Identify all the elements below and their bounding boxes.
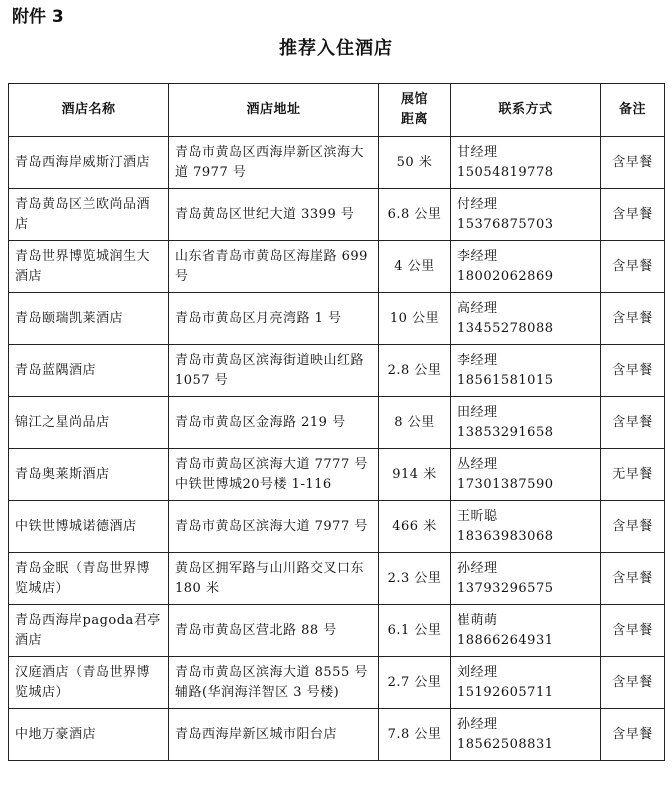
hotel-distance-cell: 6.1 公里 [379, 605, 451, 657]
table-row [9, 709, 665, 761]
hotel-name-cell: 中铁世博城诺德酒店 [9, 501, 169, 553]
hotel-contact-cell [451, 241, 601, 293]
hotel-distance-cell: 2.8 公里 [379, 345, 451, 397]
hotel-note-cell: 含早餐 [601, 137, 665, 189]
table-row [9, 605, 665, 657]
hotel-address-cell: 青岛市黄岛区月亮湾路 1 号 [169, 293, 379, 345]
column-header-distance-line1: 展馆 [400, 92, 428, 107]
hotel-contact-cell [451, 189, 601, 241]
hotel-distance-cell: 50 米 [379, 137, 451, 189]
table-row [9, 189, 665, 241]
hotel-contact-cell [451, 293, 601, 345]
hotel-note-cell: 含早餐 [601, 345, 665, 397]
contact-name: 孙经理 [457, 560, 498, 576]
hotel-address-cell: 青岛市黄岛区西海岸新区滨海大道 7977 号 [169, 137, 379, 189]
contact-phone: 13455278088 [457, 320, 554, 336]
contact-name: 崔萌萌 [457, 612, 498, 628]
hotel-address-cell: 青岛市黄岛区营北路 88 号 [169, 605, 379, 657]
table-header-row [9, 84, 665, 137]
contact-name: 孙经理 [457, 716, 498, 732]
hotel-address-cell: 青岛黄岛区世纪大道 3399 号 [169, 189, 379, 241]
hotel-address-cell: 青岛西海岸新区城市阳台店 [169, 709, 379, 761]
contact-name: 田经理 [457, 404, 498, 420]
contact-phone: 18002062869 [457, 268, 554, 284]
contact-phone: 18363983068 [457, 528, 554, 544]
column-header-address: 酒店地址 [169, 84, 379, 137]
contact-phone: 15192605711 [457, 684, 554, 700]
hotel-note-cell: 含早餐 [601, 605, 665, 657]
hotel-name-cell: 汉庭酒店（青岛世界博览城店） [9, 657, 169, 709]
contact-phone: 13793296575 [457, 580, 554, 596]
hotel-address-cell: 青岛市黄岛区滨海街道映山红路 1057 号 [169, 345, 379, 397]
column-header-contact: 联系方式 [451, 84, 601, 137]
hotel-note-cell: 含早餐 [601, 501, 665, 553]
table-row [9, 345, 665, 397]
table-row [9, 657, 665, 709]
contact-name: 甘经理 [457, 144, 498, 160]
hotel-name-cell: 中地万豪酒店 [9, 709, 169, 761]
hotel-name-cell: 青岛西海岸威斯汀酒店 [9, 137, 169, 189]
hotel-note-cell: 含早餐 [601, 397, 665, 449]
hotel-address-cell: 山东省青岛市黄岛区海崖路 699 号 [169, 241, 379, 293]
contact-phone: 15054819778 [457, 164, 554, 180]
contact-name: 高经理 [457, 300, 498, 316]
table-row [9, 293, 665, 345]
hotel-note-cell: 无早餐 [601, 449, 665, 501]
column-header-distance [379, 84, 451, 137]
hotel-contact-cell [451, 137, 601, 189]
contact-name: 付经理 [457, 196, 498, 212]
hotel-distance-cell: 8 公里 [379, 397, 451, 449]
hotel-address-cell: 青岛市黄岛区滨海大道 7977 号 [169, 501, 379, 553]
hotel-distance-cell: 2.3 公里 [379, 553, 451, 605]
hotel-note-cell: 含早餐 [601, 241, 665, 293]
hotel-name-cell: 青岛黄岛区兰欧尚品酒店 [9, 189, 169, 241]
hotel-name-cell: 青岛世界博览城润生大酒店 [9, 241, 169, 293]
hotel-contact-cell [451, 345, 601, 397]
hotel-address-cell: 黄岛区拥军路与山川路交叉口东 180 米 [169, 553, 379, 605]
hotel-note-cell: 含早餐 [601, 293, 665, 345]
contact-name: 王昕聪 [457, 508, 498, 524]
hotel-distance-cell: 2.7 公里 [379, 657, 451, 709]
hotel-address-cell: 青岛市黄岛区滨海大道 7777 号中铁世博城20号楼 1-116 [169, 449, 379, 501]
hotel-contact-cell [451, 397, 601, 449]
hotel-distance-cell: 914 米 [379, 449, 451, 501]
hotel-table [8, 83, 665, 761]
hotel-name-cell: 青岛蓝隅酒店 [9, 345, 169, 397]
contact-phone: 18561581015 [457, 372, 554, 388]
column-header-distance-line2: 距离 [400, 112, 428, 127]
hotel-address-cell: 青岛市黄岛区金海路 219 号 [169, 397, 379, 449]
hotel-note-cell: 含早餐 [601, 553, 665, 605]
hotel-distance-cell: 7.8 公里 [379, 709, 451, 761]
hotel-contact-cell [451, 709, 601, 761]
hotel-name-cell: 青岛西海岸pagoda君亭酒店 [9, 605, 169, 657]
table-row [9, 137, 665, 189]
table-row [9, 553, 665, 605]
hotel-name-cell: 锦江之星尚品店 [9, 397, 169, 449]
contact-phone: 18562508831 [457, 736, 554, 752]
hotel-name-cell: 青岛颐瑞凯莱酒店 [9, 293, 169, 345]
hotel-distance-cell: 6.8 公里 [379, 189, 451, 241]
hotel-contact-cell [451, 501, 601, 553]
hotel-distance-cell: 4 公里 [379, 241, 451, 293]
hotel-distance-cell: 466 米 [379, 501, 451, 553]
table-row [9, 241, 665, 293]
hotel-contact-cell [451, 449, 601, 501]
hotel-name-cell: 青岛奥莱斯酒店 [9, 449, 169, 501]
attachment-label: 附件 3 [12, 7, 64, 27]
hotel-contact-cell [451, 657, 601, 709]
table-row [9, 397, 665, 449]
contact-name: 李经理 [457, 352, 498, 368]
hotel-note-cell: 含早餐 [601, 189, 665, 241]
column-header-note: 备注 [601, 84, 665, 137]
contact-name: 丛经理 [457, 456, 498, 472]
hotel-note-cell: 含早餐 [601, 657, 665, 709]
table-row [9, 501, 665, 553]
hotel-note-cell: 含早餐 [601, 709, 665, 761]
hotel-address-cell: 青岛市黄岛区滨海大道 8555 号辅路(华润海洋智区 3 号楼) [169, 657, 379, 709]
hotel-distance-cell: 10 公里 [379, 293, 451, 345]
contact-name: 刘经理 [457, 664, 498, 680]
page-title: 推荐入住酒店 [279, 38, 393, 59]
table-row [9, 449, 665, 501]
contact-name: 李经理 [457, 248, 498, 264]
hotel-contact-cell [451, 553, 601, 605]
hotel-contact-cell [451, 605, 601, 657]
contact-phone: 18866264931 [457, 632, 554, 648]
hotel-name-cell: 青岛金眠（青岛世界博览城店） [9, 553, 169, 605]
contact-phone: 15376875703 [457, 216, 554, 232]
column-header-name: 酒店名称 [9, 84, 169, 137]
contact-phone: 17301387590 [457, 476, 554, 492]
contact-phone: 13853291658 [457, 424, 554, 440]
